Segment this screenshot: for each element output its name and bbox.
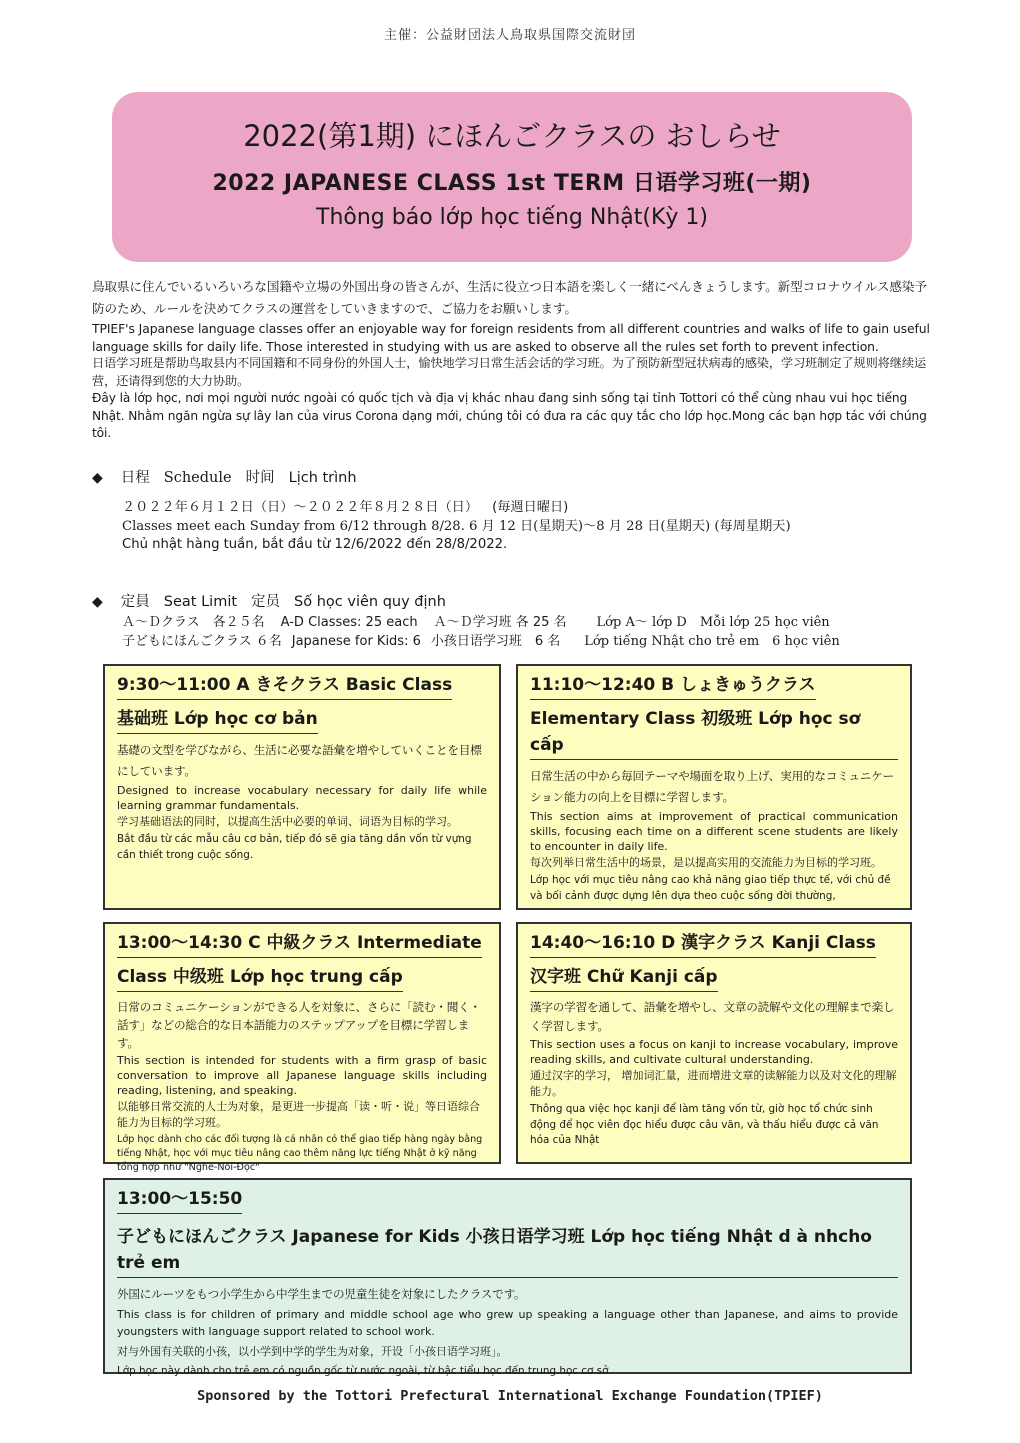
kids-class-card bbox=[103, 1178, 912, 1377]
seats-cell: Ａ～Ｄ学习班 各 25 名 bbox=[433, 615, 567, 630]
schedule-weekly: (毎週日曜日) bbox=[492, 500, 569, 515]
intro-chinese: 日语学习班是帮助鸟取县内不同国籍和不同身份的外国人士，愉快地学习日常生活会话的学习班。为了预防新型冠状病毒的感染，学习班制定了规则将继续运营，还请得到您的大力协助。 bbox=[92, 356, 927, 388]
class-b-time: 11:10～12:40 B しょきゅうクラス bbox=[530, 672, 816, 700]
kids-class-jp: 外国にルーツをもつ小学生から中学生までの児童生徒を対象にしたクラスです。 bbox=[117, 1287, 526, 1301]
schedule-section bbox=[92, 466, 932, 555]
class-d-cn: 通过汉字的学习， 增加词汇量，进而增进文章的读解能力以及对文化的理解能力。 bbox=[530, 1069, 897, 1098]
class-b-vn: Lớp học với mục tiêu nâng cao khả năng giao tiếp thực tế, với chủ đề và bối cảnh được dựng lên dựa theo cuộc sống đời thường, bbox=[530, 874, 891, 902]
seats-row-kids bbox=[122, 633, 932, 652]
kids-class-vn: Lớp học này dành cho trẻ em có nguồn gốc từ nước ngoài, từ bậc tiểu học đến trung học cơ sở bbox=[117, 1365, 609, 1377]
class-d-en: This section uses a focus on kanji to increase vocabulary, improve reading skills, and cultivate cultural understanding. bbox=[530, 1038, 898, 1066]
seats-head-cn: 定员 bbox=[251, 594, 281, 610]
class-a-card bbox=[103, 664, 501, 910]
kids-class-en: This class is for children of primary and middle school age who grew up speaking a language other than Japanese, and aims to provide youngsters with language support related to school work. bbox=[117, 1308, 898, 1338]
class-c-jp: 日常のコミュニケーションができる人を対象に、さらに「読む・聞く・話す」などの総合的な日本語能力のステップアップを目標に学習します。 bbox=[117, 1000, 481, 1050]
seats-section bbox=[92, 590, 932, 651]
seats-head-jp: 定員 bbox=[120, 594, 150, 610]
seats-cell: Lớp tiếng Nhật cho trẻ em 6 học viên bbox=[584, 633, 840, 649]
seats-cell: Japanese for Kids: 6 bbox=[291, 633, 421, 649]
schedule-en-cn: Classes meet each Sunday from 6/12 through 8/28. 6 月 12 日(星期天)～8 月 28 日(星期天) (每周星期天) bbox=[122, 518, 791, 534]
class-b-en: This section aims at improvement of practical communication skills, focusing each time on a different scene students are likely to encounter in daily life. bbox=[530, 810, 898, 853]
class-b-cn: 每次列举日常生活中的场景，是以提高实用的交流能力为目标的学习班。 bbox=[530, 856, 882, 869]
class-b-name: Elementary Class 初级班 Lớp học sơ cấp bbox=[530, 706, 898, 760]
schedule-head-jp: 日程 bbox=[120, 470, 150, 486]
seats-cell: 小孩日语学习班 6 名 bbox=[430, 633, 561, 649]
intro-english: TPIEF's Japanese language classes offer an enjoyable way for foreign residents from all different countries and walks of life to gain useful language skills for daily life. Those interested in studying with us are asked to observe all the rules set forth to prevent infection. bbox=[92, 321, 930, 354]
diamond-icon: ◆ bbox=[92, 470, 103, 486]
title-english: 2022 JAPANESE CLASS 1st TERM 日语学习班(一期) bbox=[212, 171, 812, 196]
class-d-card bbox=[516, 922, 912, 1164]
schedule-heading bbox=[92, 466, 932, 487]
class-d-vn: Thông qua việc học kanji để làm tăng vốn từ, giờ học tổ chức sinh động để học viên đọc hiểu được câu văn, và thấu hiểu được cả văn hóa của Nhật bbox=[530, 1103, 879, 1146]
class-b-jp: 日常生活の中から毎回テーマや場面を取り上げ、実用的なコミュニケーション能力の向上を目標に学習します。 bbox=[530, 769, 894, 804]
class-c-name: Class 中级班 Lớp học trung cấp bbox=[117, 964, 403, 992]
seats-cell: Ａ～Ｄクラス 各２５名 bbox=[122, 615, 265, 630]
kids-class-name: 子どもにほんごクラス Japanese for Kids 小孩日语学习班 Lớp học tiếng Nhật d à nhcho trẻ em bbox=[117, 1224, 898, 1278]
title-japanese: 2022(第1期) にほんごクラスの おしらせ bbox=[243, 119, 781, 153]
class-a-en: Designed to increase vocabulary necessary for daily life while learning grammar fundamentals. bbox=[117, 784, 487, 812]
class-b-card bbox=[516, 664, 912, 910]
class-c-vn: Lớp học dành cho các đối tượng là cá nhân có thể giao tiếp hàng ngày bằng tiếng Nhật, học với mục tiêu nâng cao thêm năng lực tiếng Nhật ở kỹ năng tổng hợp như "Nghe-Nói-Đọc" bbox=[117, 1134, 483, 1173]
class-a-vn: Bắt đầu từ các mẫu câu cơ bản, tiếp đó sẽ gia tăng dần vốn từ vựng cần thiết trong cuộc sống. bbox=[117, 833, 472, 861]
seats-head-vn: Số học viên quy định bbox=[294, 594, 446, 610]
schedule-vn: Chủ nhật hàng tuần, bắt đầu từ 12/6/2022 đến 28/8/2022. bbox=[122, 537, 508, 552]
sponsor-footer: Sponsored by the Tottori Prefectural International Exchange Foundation(TPIEF) bbox=[197, 1388, 823, 1404]
class-c-en: This section is intended for students with a firm grasp of basic conversation to improve all Japanese language skills including reading, listening, and speaking. bbox=[117, 1054, 487, 1097]
class-a-time: 9:30～11:00 A きそクラス Basic Class bbox=[117, 672, 452, 700]
seats-row-classes bbox=[122, 614, 932, 633]
kids-class-time: 13:00～15:50 bbox=[117, 1186, 242, 1214]
seats-cell: A-D Classes: 25 each bbox=[280, 615, 418, 630]
seats-cell: Lớp A～ lớp D Mỗi lớp 25 học viên bbox=[596, 615, 830, 630]
class-c-card bbox=[103, 922, 501, 1173]
class-d-name: 汉字班 Chữ Kanji cấp bbox=[530, 964, 718, 992]
seats-head-en: Seat Limit bbox=[163, 594, 238, 610]
schedule-head-en: Schedule bbox=[163, 470, 232, 486]
intro-japanese: 鳥取県に住んでいるいろいろな国籍や立場の外国出身の皆さんが、生活に役立つ日本語を楽しく一緒にべんきょうします。新型コロナウイルス感染予防のため、ルールを決めてクラスの運営をしていきますので、ご協力をお願いします。 bbox=[92, 279, 927, 316]
schedule-head-vn: Lịch trình bbox=[288, 470, 357, 486]
seats-cell: 子どもにほんごクラス ６名 bbox=[122, 633, 282, 649]
class-d-jp: 漢字の学習を通して、語彙を増やし、文章の読解や文化の理解まで楽しく学習します。 bbox=[530, 1000, 895, 1033]
kids-class-cn: 对与外国有关联的小孩，以小学到中学的学生为对象，开设「小孩日语学习班」。 bbox=[117, 1345, 508, 1358]
class-a-name: 基础班 Lớp học cơ bản bbox=[117, 706, 318, 734]
schedule-dates: ２０２２年６月１２日（日）～２０２２年８月２８日（日） bbox=[122, 500, 479, 515]
intro-vietnamese: Đây là lớp học, nơi mọi người nước ngoài có quốc tịch và địa vị khác nhau đang sinh sống tại tỉnh Tottori có thể cùng nhau vui học tiếng Nhật. Nhằm ngăn ngừa sự lây lan của virus Corona dạng mới, chúng tôi có đưa ra các quy tắc cho lớp học.Mong các bạn hợp tác với chúng tôi. bbox=[92, 391, 927, 440]
class-a-jp: 基礎の文型を学びながら、生活に必要な語彙を増やしていくことを目標にしています。 bbox=[117, 743, 482, 778]
seats-heading bbox=[92, 590, 932, 611]
class-a-cn: 学习基础语法的同时，以提高生活中必要的单词、词语为目标的学习。 bbox=[117, 815, 458, 828]
class-c-cn: 以能够日常交流的人士为对象，是更进一步提高「读・听・说」等日语综合能力为目标的学习班。 bbox=[117, 1100, 480, 1129]
title-banner bbox=[112, 92, 912, 262]
schedule-head-cn: 时间 bbox=[245, 470, 275, 486]
diamond-icon: ◆ bbox=[92, 594, 103, 610]
organizer-line: 主催：公益財団法人鳥取県国際交流財団 bbox=[383, 28, 636, 43]
class-d-time: 14:40～16:10 D 漢字クラス Kanji Class bbox=[530, 930, 876, 958]
intro-section bbox=[92, 272, 932, 443]
class-c-time: 13:00～14:30 C 中級クラス Intermediate bbox=[117, 930, 482, 958]
title-vietnamese: Thông báo lớp học tiếng Nhật(Kỳ 1) bbox=[316, 205, 708, 230]
